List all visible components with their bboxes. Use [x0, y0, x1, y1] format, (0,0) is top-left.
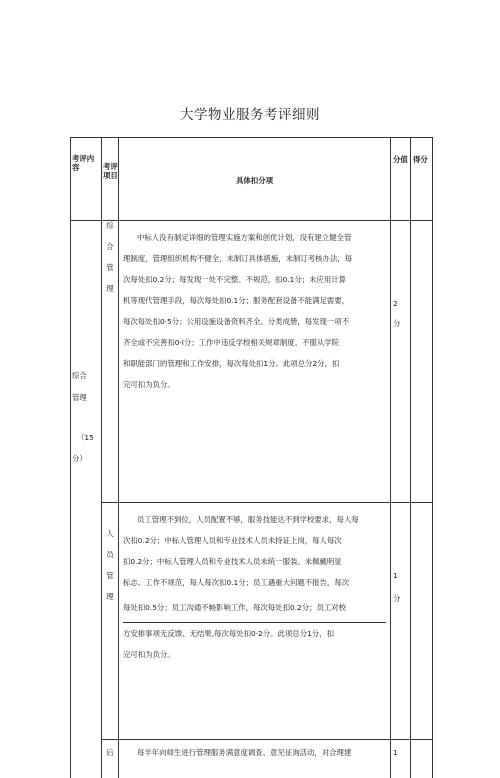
- detail-cell: 每半年向师生进行管理服务满意度调查、意见征询活动，对合理建: [119, 740, 391, 778]
- header-got: 得分: [411, 138, 433, 221]
- got-cell: [411, 221, 433, 503]
- header-content: 考评内容: [71, 138, 102, 221]
- table-row: [71, 221, 433, 503]
- category-name-1: 综合: [72, 371, 87, 380]
- header-score: 分值: [391, 138, 411, 221]
- item-cell: 综 合 管 理: [102, 221, 119, 503]
- header-detail: 具体扣分项: [119, 138, 391, 221]
- category-points-1: （15: [77, 433, 94, 442]
- header-item: 考评项目: [102, 138, 119, 221]
- item-cell: 后: [102, 740, 119, 778]
- table-row: [71, 503, 433, 740]
- item-cell: 人 员 管 理: [102, 503, 119, 740]
- evaluation-table: [70, 137, 433, 778]
- detail-cell: 员工管理不到位，人员配置不够，服务技能达不到学校要求，每人每 次扣0.2分；中标人管理人员和专业技术人员未持证上岗，每人每次 扣0.2分；中标人管理人员和专业技术人员未统一服装、未佩戴明显 标志、工作不规范，每人每次扣0.1分；员工遇重大问题不报告，每次 每处扣0.5分；员工沟通不畅影响工作，每次每处扣0.2分；员工对校 方安排事项无反馈、无结果,每次每处扣0·2分。此项总分1分，扣 完可扣为负分。: [119, 503, 391, 740]
- got-cell: [411, 503, 433, 740]
- score-cell: 1: [391, 740, 411, 778]
- category-cell: [71, 221, 102, 778]
- got-cell: [411, 740, 433, 778]
- table-row: [71, 740, 433, 778]
- table-header-row: [71, 138, 433, 221]
- category-points-2: 分）: [72, 454, 87, 463]
- page-title: 大学物业服务考评细则: [0, 103, 500, 123]
- category-name-2: 管理: [72, 393, 87, 402]
- detail-cell: 中标人没有制定详细的管理实施方案和创优计划，没有建立健全管 理制度，管理组织机构不健全，未制订具体措施，未制订考核办法，每 次每处扣0.2分；每发现一处不完整、不规范，扣0.1分；未应用计算 机等现代管理手段，每次每处扣0.1分；服务配套设备不能满足需要， 每次每处扣0·5分；公用设施设备资料齐全、分类成册，每发现一项不 齐全或不完善扣0·l分；工作中违反学校相关规章制度、不服从学院 和职能部门的管理和工作安排，每次每处扣1分。此项总分2分，扣 完可扣为负分。: [119, 221, 391, 503]
- score-cell: 2 分: [391, 221, 411, 503]
- score-cell: 1 分: [391, 503, 411, 740]
